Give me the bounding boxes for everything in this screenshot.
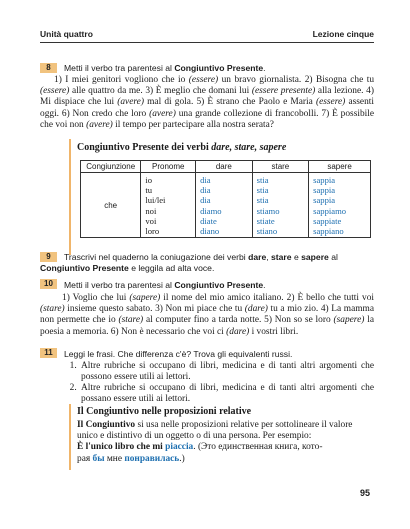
grammar-title: Il Congiuntivo nelle proposizioni relative: [77, 406, 252, 417]
exercise-10-number: 10: [40, 279, 57, 289]
col-header: Congiunzione: [81, 161, 141, 173]
exercise-9-number: 9: [40, 252, 57, 262]
list-item: 2. Altre rubriche si occupano di libri, medicina e di tanti altri argomenti che possano essere utili ai lettori.: [79, 383, 374, 405]
exercise-10-text: 1) Voglio che lui (sapere) il nome del mio amico italiano. 2) È bello che tutti voi (stare) insieme questo sabato. 3) Non mi piace che tu (dare) tu a mio zio. 4) La mamma non permette che io (stare) al computer fino a tarda notte. 5) Non so se loro (sapere) la poesia a memoria. 6) Non è necessario che voi ci (dare) i vostri libri.: [40, 293, 375, 337]
conjugation-table: [80, 160, 371, 238]
conjugation-box: [69, 139, 375, 255]
table-header-row: [81, 161, 371, 173]
col-header: sapere: [309, 161, 371, 173]
unit-label: Unità quattro: [40, 29, 93, 39]
exercise-10-instruction: Metti il verbo tra parentesi al Congiuntivo Presente.: [64, 280, 266, 290]
exercise-8-instruction: Metti il verbo tra parentesi al Congiuntivo Presente.: [64, 63, 266, 73]
col-header: dare: [196, 161, 252, 173]
lesson-label: Lezione cinque: [312, 29, 374, 39]
list-item: 1. Altre rubriche si occupano di libri, medicina e di tanti altri argomenti che possono essere utili ai lettori.: [79, 361, 374, 383]
dare-cell: dia dia dia diamo diate diano: [196, 173, 252, 238]
header-divider: [40, 42, 374, 43]
grammar-text: Il Congiuntivo si usa nelle proposizioni relative per sottolineare il valore unico e distintivo di un oggetto o di una persona. Per esempio: È l'unico libro che mi piaccia. (Это единственная книга, кото- рая бы мне понравилась.): [77, 420, 353, 464]
page-number: 95: [360, 488, 371, 498]
exercise-9-instruction: Trascrivi nel quaderno la coniugazione dei verbi dare, stare e sapere al: [64, 252, 338, 262]
col-header: stare: [252, 161, 309, 173]
exercise-11-instruction: Leggi le frasi. Che differenza c'è? Trova gli equivalenti russi.: [64, 349, 293, 359]
exercise-8-number: 8: [40, 63, 57, 73]
exercise-11-list: [68, 361, 374, 405]
conjunction-cell: che: [81, 173, 141, 238]
stare-cell: stia stia stia stiamo stiate stiano: [252, 173, 309, 238]
exercise-11-number: 11: [40, 348, 57, 358]
running-header: [40, 29, 374, 43]
table-row: [81, 173, 371, 238]
conjugation-title: Congiuntivo Presente dei verbi dare, stare, sapere: [77, 142, 287, 153]
exercise-8-text: 1) I miei genitori vogliono che io (essere) un bravo giornalista. 2) Bisogna che tu (essere) alle quattro da me. 3) È meglio che domani lui (essere presente) alla lezione. 4) Mi dispiace che lui (avere) mal di gola. 5) È strano che Paolo e Maria (essere) assenti oggi. 6) Non credo che loro (avere) una grande collezione di francobolli. 7) È possibile che voi non (avere) il tempo per partecipare alla nostra serata?: [40, 75, 375, 130]
col-header: Pronome: [141, 161, 196, 173]
sapere-cell: sappia sappia sappia sappiamo sappiate sappiano: [309, 173, 371, 238]
pronoun-cell: io tu lui/lei noi voi loro: [141, 173, 196, 238]
grammar-box: [69, 404, 375, 470]
exercise-9-instruction-line2: Congiuntivo Presente e leggila ad alta voce.: [40, 263, 215, 273]
